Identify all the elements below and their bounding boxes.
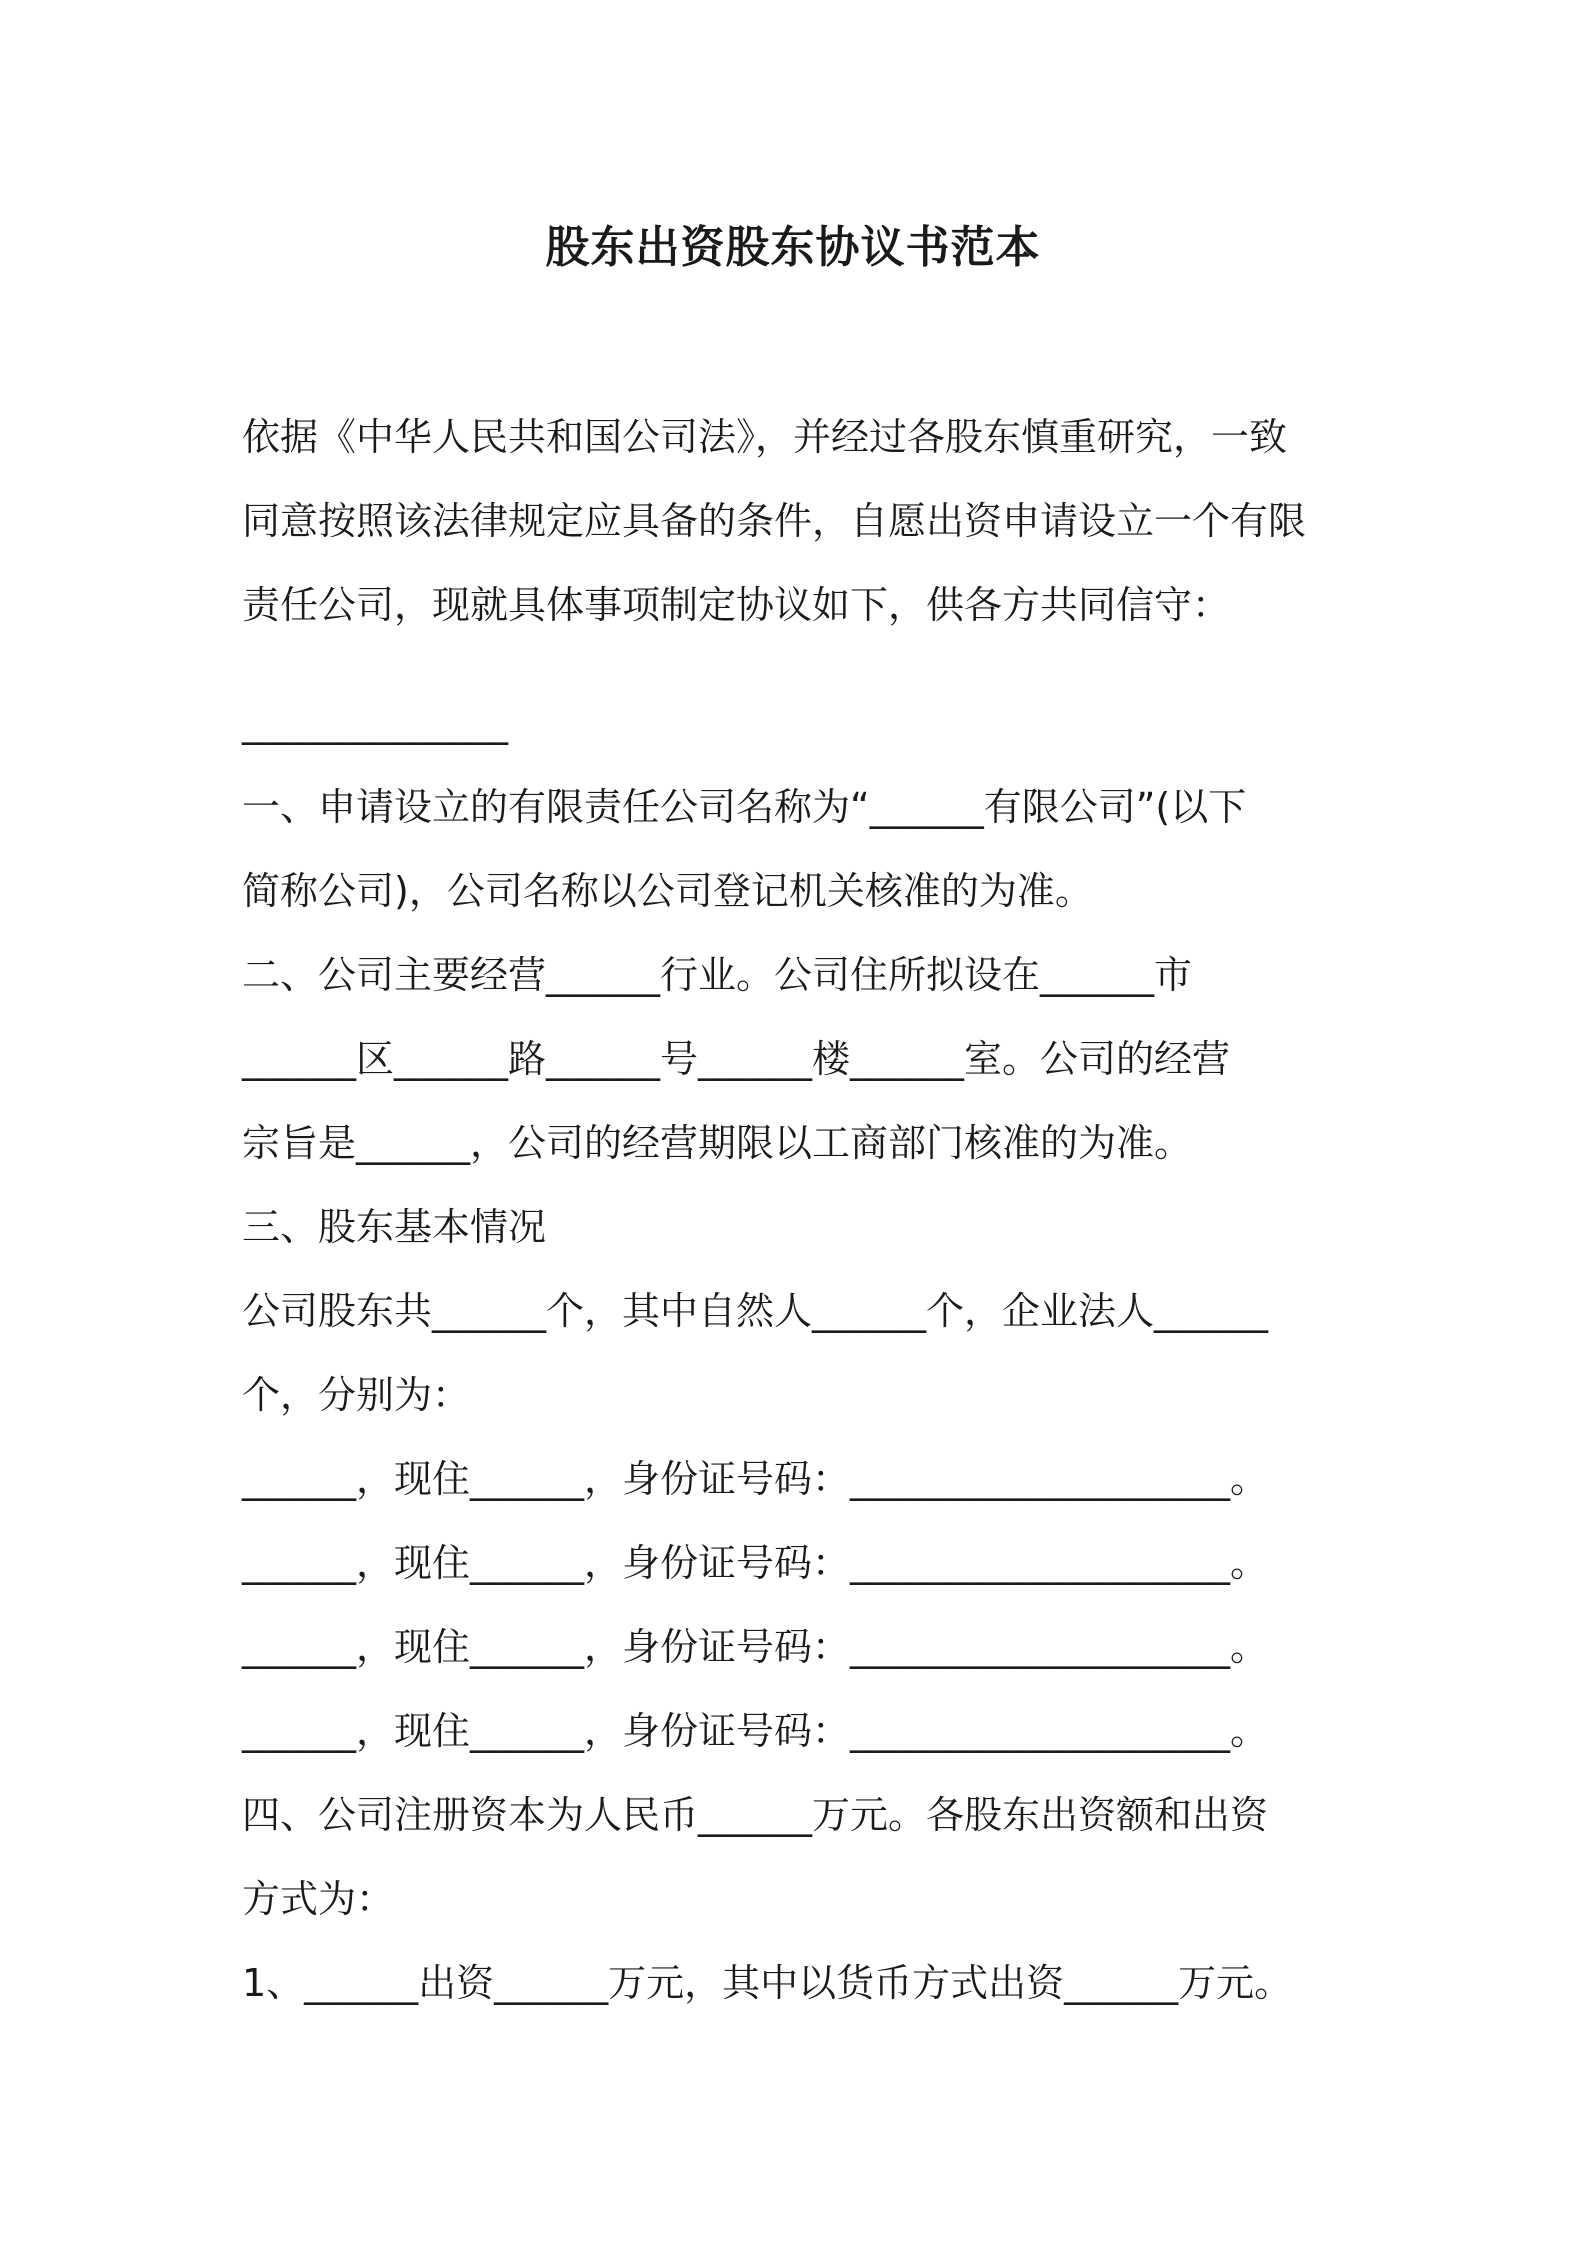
shareholder-entry: ______，现住______，身份证号码：____________________。 (242, 1625, 1269, 1669)
paragraph-line: 同意按照该法律规定应具备的条件，自愿出资申请设立一个有限 (242, 499, 1307, 543)
shareholder-entry: ______，现住______，身份证号码：____________________。 (242, 1541, 1269, 1585)
clause-line: 二、公司主要经营______行业。公司住所拟设在______市 (242, 953, 1193, 997)
blank-line: ______________ (242, 701, 508, 745)
shareholder-entry: ______，现住______，身份证号码：____________________。 (242, 1709, 1269, 1753)
clause-line: ______区______路______号______楼______室。公司的经营 (242, 1037, 1231, 1081)
document-title: 股东出资股东协议书范本 (545, 222, 1041, 273)
clause-line: 宗旨是______，公司的经营期限以工商部门核准的为准。 (242, 1121, 1193, 1165)
shareholder-entry: ______，现住______，身份证号码：____________________。 (242, 1457, 1269, 1501)
clause-line: 公司股东共______个，其中自然人______个，企业法人______ (242, 1289, 1269, 1333)
clause-line: 方式为： (242, 1877, 395, 1921)
paragraph-line: 责任公司，现就具体事项制定协议如下，供各方共同信守： (242, 583, 1231, 627)
clause-line: 一、申请设立的有限责任公司名称为“______有限公司”(以下 (242, 785, 1247, 829)
document-body (242, 395, 1352, 2025)
contribution-line: 1、______出资______万元，其中以货币方式出资______万元。 (242, 1961, 1293, 2005)
section-heading: 三、股东基本情况 (242, 1205, 547, 1249)
clause-line: 简称公司)，公司名称以公司登记机关核准的为准。 (242, 869, 1093, 913)
paragraph-line: 依据《中华人民共和国公司法》，并经过各股东慎重研究，一致 (242, 415, 1288, 459)
clause-line: 四、公司注册资本为人民币______万元。各股东出资额和出资 (242, 1793, 1269, 1837)
clause-line: 个，分别为： (242, 1373, 471, 1417)
